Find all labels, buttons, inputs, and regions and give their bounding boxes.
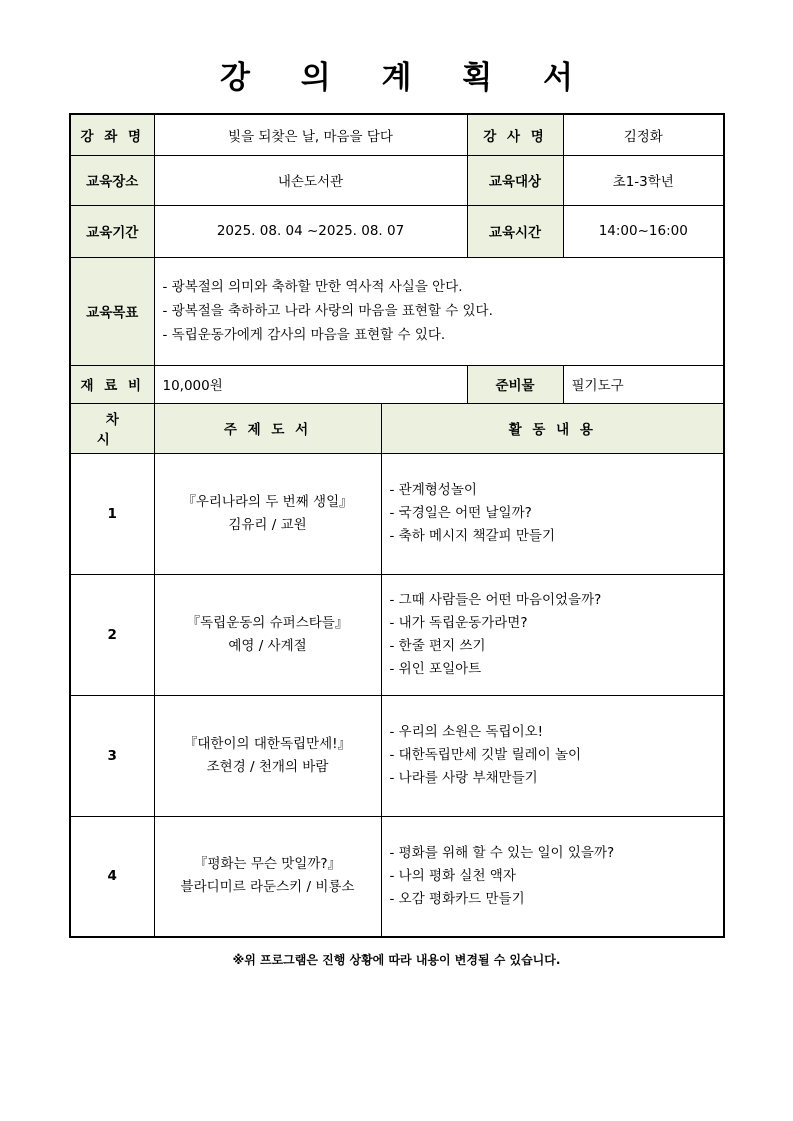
activity-list	[381, 574, 724, 695]
book-author: 김유리 / 교원	[228, 516, 307, 533]
instructor-label: 강 사 명	[467, 114, 563, 155]
table-row	[70, 816, 724, 937]
lecture-plan-table	[69, 113, 725, 938]
table-row	[70, 453, 724, 574]
activity-item: - 국경일은 어떤 날일까?	[389, 505, 532, 521]
activity-item: - 대한독립만세 깃발 릴레이 놀이	[389, 747, 582, 763]
course-value: 빛을 되찾은 날, 마음을 담다	[154, 114, 467, 155]
time-value: 14:00~16:00	[563, 205, 724, 257]
page-title: 강 의 계 획 서	[220, 60, 593, 96]
activity-item: - 오감 평화카드 만들기	[389, 890, 525, 907]
table-row	[70, 695, 724, 816]
change-notice: ※위 프로그램은 진행 상황에 따라 내용이 변경될 수 있습니다.	[232, 953, 561, 967]
book-title: 『독립운동의 슈퍼스타들』	[186, 614, 349, 631]
target-value: 초1-3학년	[563, 155, 724, 205]
time-label: 교육시간	[467, 205, 563, 257]
table-row	[70, 574, 724, 695]
period-value: 2025. 08. 04 ~2025. 08. 07	[154, 205, 467, 257]
course-label: 강 좌 명	[70, 114, 154, 155]
activity-item: - 나라를 사랑 부채만들기	[389, 770, 538, 786]
row-period	[70, 205, 724, 257]
session-header: 차 시	[70, 403, 154, 453]
goal-item: - 광복절의 의미와 축하할 만한 역사적 사실을 안다.	[162, 279, 463, 295]
fee-label: 재 료 비	[70, 365, 154, 403]
goal-item: - 독립운동가에게 감사의 마음을 표현할 수 있다.	[162, 327, 446, 343]
activity-header: 활 동 내 용	[381, 403, 724, 453]
session-number: 3	[70, 695, 154, 816]
row-course	[70, 114, 724, 155]
book-header: 주 제 도 서	[154, 403, 381, 453]
session-number: 4	[70, 816, 154, 937]
fee-value: 10,000원	[154, 365, 467, 403]
instructor-value: 김정화	[563, 114, 724, 155]
activity-list	[381, 453, 724, 574]
row-fee	[70, 365, 724, 403]
book-author: 블라디미르 라둔스키 / 비룡소	[180, 879, 355, 896]
book-title: 『우리나라의 두 번째 생일』	[182, 493, 353, 510]
schedule-header-row	[70, 403, 724, 453]
book-author: 예영 / 사계절	[228, 637, 307, 654]
activity-item: - 위인 포일아트	[389, 660, 482, 677]
book-cell	[154, 574, 381, 695]
activity-item: - 나의 평화 실천 액자	[389, 867, 516, 884]
activity-item: - 축하 메시지 책갈피 만들기	[389, 528, 555, 544]
goal-list	[154, 257, 724, 365]
activity-list	[381, 816, 724, 937]
supplies-label: 준비물	[467, 365, 563, 403]
book-author: 조현경 / 천개의 바람	[206, 758, 329, 775]
session-number: 1	[70, 453, 154, 574]
target-label: 교육대상	[467, 155, 563, 205]
period-label: 교육기간	[70, 205, 154, 257]
row-place	[70, 155, 724, 205]
book-title: 『평화는 무슨 맛일까?』	[193, 856, 342, 873]
goal-label: 교육목표	[70, 257, 154, 365]
book-cell	[154, 453, 381, 574]
activity-item: - 평화를 위해 할 수 있는 일이 있을까?	[389, 844, 615, 861]
book-title: 『대한이의 대한독립만세!』	[183, 735, 352, 752]
activity-item: - 그때 사람들은 어떤 마음이었을까?	[389, 591, 602, 608]
row-goals	[70, 257, 724, 365]
activity-item: - 관계형성놀이	[389, 482, 477, 498]
activity-item: - 한줄 편지 쓰기	[389, 637, 486, 654]
book-cell	[154, 816, 381, 937]
supplies-value: 필기도구	[563, 365, 724, 403]
place-label: 교육장소	[70, 155, 154, 205]
place-value: 내손도서관	[154, 155, 467, 205]
activity-item: - 내가 독립운동가라면?	[389, 614, 528, 631]
book-cell	[154, 695, 381, 816]
activity-list	[381, 695, 724, 816]
session-number: 2	[70, 574, 154, 695]
activity-item: - 우리의 소원은 독립이오!	[389, 724, 544, 740]
goal-item: - 광복절을 축하하고 나라 사랑의 마음을 표현할 수 있다.	[162, 303, 493, 319]
